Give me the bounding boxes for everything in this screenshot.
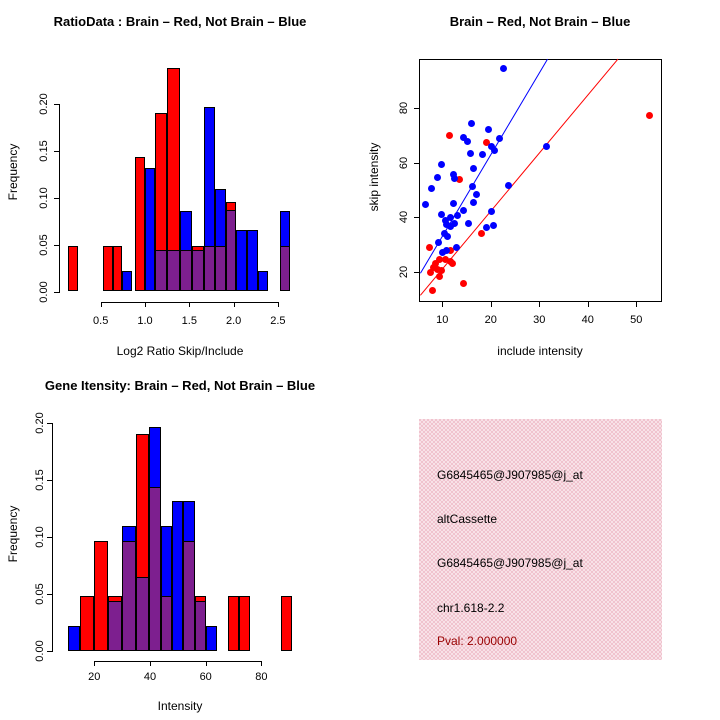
brain-red-point [446, 132, 453, 139]
y-tick-label: 0.05 [38, 233, 50, 256]
y-tick-mark [47, 480, 52, 481]
y-tick-mark [54, 245, 59, 246]
x-tick-label: 80 [255, 671, 268, 683]
x-tick-label: 50 [630, 314, 643, 326]
x-tick-mark [636, 302, 637, 307]
x-axis-ruler [94, 661, 262, 662]
hist-bar [135, 157, 145, 291]
x-tick-mark [278, 302, 279, 307]
probe-id-top: G6845465@J907985@j_at [437, 468, 583, 482]
brain-red-point [429, 287, 436, 294]
x-tick-label: 2.0 [225, 315, 242, 327]
x-tick-mark [234, 302, 235, 307]
hist-bar [206, 626, 217, 651]
info-box [419, 419, 662, 660]
brain-red-point [460, 280, 467, 287]
scatter-ylabel: skip intensity [367, 142, 381, 212]
hist-overlap-bar [204, 246, 215, 291]
x-tick-label: 0.5 [93, 315, 109, 327]
y-tick-mark [54, 151, 59, 152]
not-brain-blue-point [453, 244, 460, 251]
hist-bar [80, 596, 94, 651]
brain-red-point [426, 244, 433, 251]
x-tick-label: 10 [436, 314, 449, 326]
x-tick-mark [539, 302, 540, 307]
hist-bar [113, 246, 122, 291]
y-tick-label: 60 [398, 156, 410, 169]
y-tick-label: 0.00 [38, 280, 50, 303]
gene-hist-ylabel: Frequency [6, 505, 20, 563]
hist-bar [239, 596, 250, 651]
y-tick-mark [47, 423, 52, 424]
x-tick-mark [150, 661, 151, 666]
x-tick-mark [101, 302, 102, 307]
hist-overlap-bar [280, 246, 291, 291]
x-tick-label: 40 [581, 314, 594, 326]
hist-bar [172, 501, 183, 650]
locus-coordinates: chr1.618-2.2 [437, 601, 505, 615]
gene-hist-title: Gene Itensity: Brain – Red, Not Brain – Blue [44, 378, 316, 393]
y-tick-label: 0.20 [38, 92, 50, 115]
gene-hist-xlabel: Intensity [157, 699, 203, 713]
x-tick-mark [145, 302, 146, 307]
hist-overlap-bar [136, 577, 149, 651]
x-tick-label: 30 [533, 314, 546, 326]
hist-bar [145, 168, 155, 291]
hist-bar [94, 541, 108, 650]
brain-red-point [646, 112, 653, 119]
x-tick-label: 20 [484, 314, 497, 326]
x-tick-mark [588, 302, 589, 307]
hist-bar [236, 230, 247, 291]
y-tick-mark [414, 163, 419, 164]
brain-red-point [478, 230, 485, 237]
hist-bar [103, 246, 112, 291]
hist-bar [122, 271, 132, 292]
hist-overlap-bar [161, 596, 172, 651]
y-tick-label: 20 [398, 265, 410, 278]
hist-bar [258, 271, 269, 292]
hist-overlap-bar [180, 250, 192, 291]
x-tick-label: 2.5 [270, 315, 286, 327]
y-tick-mark [54, 104, 59, 105]
y-tick-label: 0.00 [34, 639, 46, 662]
pval-text: Pval: 2.000000 [437, 634, 518, 648]
not-brain-blue-point [428, 185, 435, 192]
hist-bar [228, 596, 239, 651]
hist-overlap-bar [226, 210, 237, 292]
x-tick-mark [94, 661, 95, 666]
not-brain-blue-point [469, 183, 476, 190]
y-tick-mark [47, 651, 52, 652]
hist-overlap-bar [195, 601, 206, 651]
hist-overlap-bar [155, 250, 167, 291]
hist-overlap-bar [149, 487, 162, 651]
hist-overlap-bar [108, 601, 122, 651]
not-brain-blue-point [543, 143, 550, 150]
ratio-hist-xlabel: Log2 Ratio Skip/Include [116, 344, 244, 358]
x-tick-mark [261, 661, 262, 666]
x-tick-label: 40 [143, 671, 157, 683]
y-tick-label: 0.10 [34, 525, 46, 548]
hist-overlap-bar [215, 246, 226, 291]
y-axis-ruler [52, 423, 53, 652]
hist-bar [247, 230, 258, 291]
y-tick-label: 0.05 [34, 582, 46, 605]
y-tick-mark [414, 272, 419, 273]
hist-bar [281, 596, 292, 651]
ratio-hist-title: RatioData : Brain – Red, Not Brain – Blue [53, 14, 307, 29]
x-tick-mark [491, 302, 492, 307]
y-tick-mark [414, 217, 419, 218]
not-brain-blue-point [470, 165, 477, 172]
y-tick-mark [47, 537, 52, 538]
hist-overlap-bar [122, 541, 136, 650]
ratio-hist-ylabel: Frequency [6, 143, 20, 201]
scatter-xlabel: include intensity [497, 344, 583, 358]
not-brain-blue-point [468, 120, 475, 127]
not-brain-blue-point [496, 135, 503, 142]
hist-overlap-bar [167, 250, 179, 291]
y-tick-label: 80 [398, 102, 410, 115]
not-brain-blue-point [450, 200, 457, 207]
y-tick-label: 0.10 [38, 186, 50, 209]
x-tick-mark [206, 661, 207, 666]
y-tick-mark [54, 198, 59, 199]
hist-overlap-bar [183, 541, 194, 650]
y-tick-label: 0.20 [34, 411, 46, 434]
not-brain-blue-point [491, 147, 498, 154]
not-brain-blue-point [483, 224, 490, 231]
x-tick-mark [189, 302, 190, 307]
y-tick-label: 40 [398, 211, 410, 224]
hist-bar [68, 626, 81, 651]
y-tick-mark [47, 594, 52, 595]
hist-bar [68, 246, 78, 291]
cassette-type: altCassette [437, 512, 498, 526]
x-tick-mark [442, 302, 443, 307]
x-tick-label: 20 [88, 671, 101, 683]
probe-id-bottom: G6845465@J907985@j_at [437, 556, 583, 570]
scatter-title: Brain – Red, Not Brain – Blue [449, 14, 631, 29]
x-tick-label: 1.5 [181, 315, 197, 327]
not-brain-blue-point [464, 138, 471, 145]
y-tick-label: 0.15 [34, 468, 46, 491]
not-brain-blue-point [422, 201, 429, 208]
y-tick-mark [414, 108, 419, 109]
y-axis-ruler [59, 104, 60, 293]
x-tick-label: 1.0 [137, 315, 153, 327]
x-tick-label: 60 [199, 671, 212, 683]
hist-overlap-bar [192, 250, 204, 291]
y-tick-label: 0.15 [38, 139, 50, 162]
y-tick-mark [54, 292, 59, 293]
